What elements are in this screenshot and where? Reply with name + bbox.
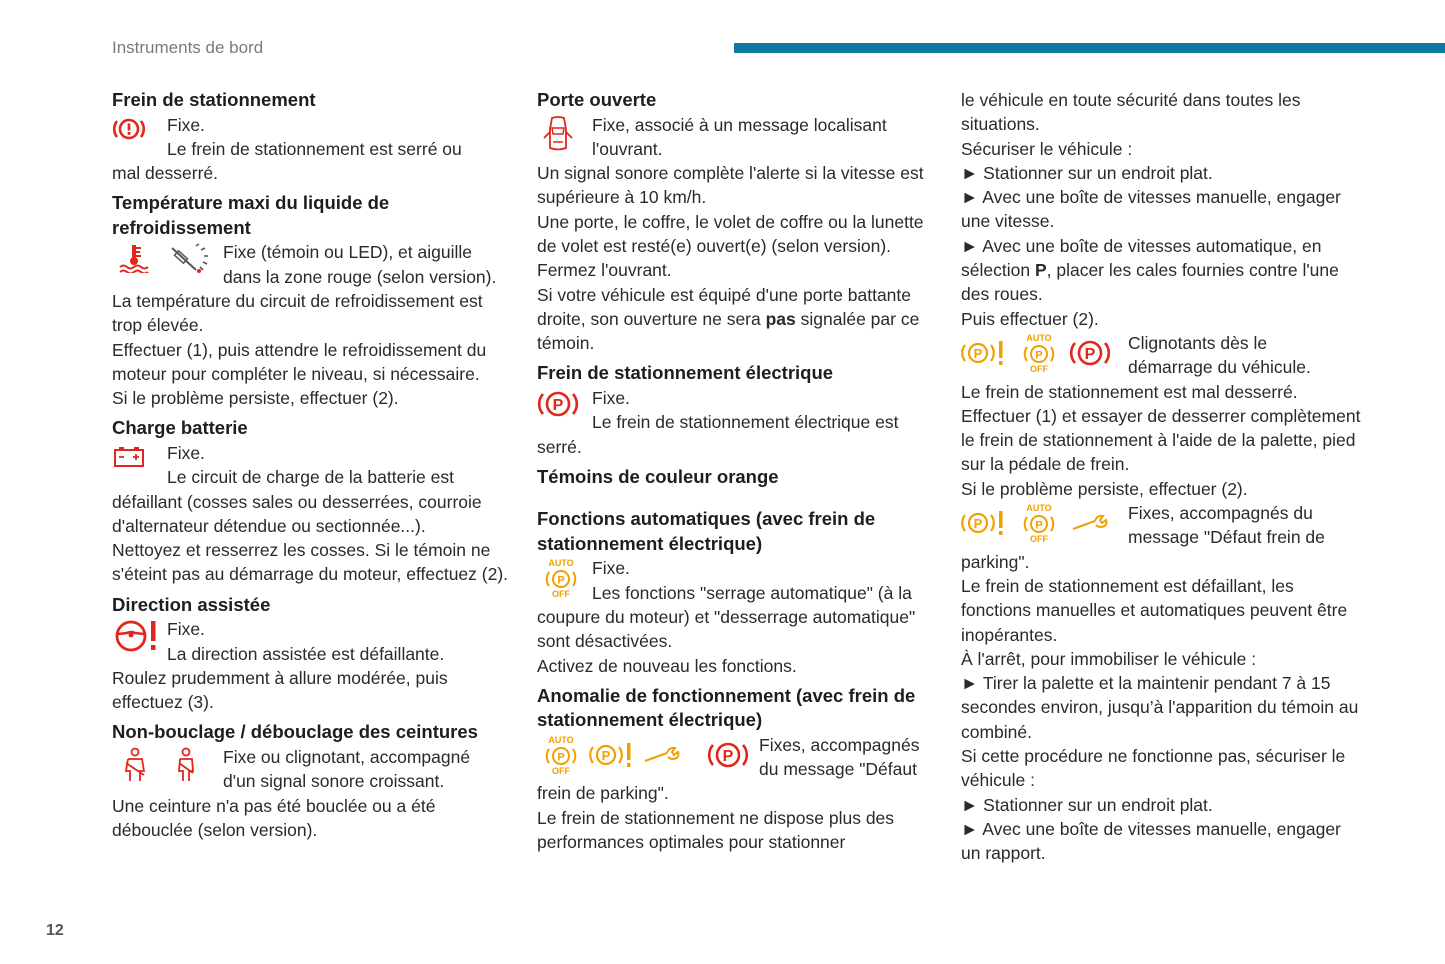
section-electric-parking-brake: Frein de stationnement électrique P Fixe. Le frein de stationnement électrique est serré.	[537, 361, 937, 458]
svg-text:P: P	[1035, 519, 1043, 532]
column-3: le véhicule en toute sécurité dans toutes les situations. Sécuriser le véhicule : ► Stationner sur un endroit plat. ► Avec une boîte de vitesses manuelle, engager une vitesse. ► Avec une boîte de vitesses automatique, en sélection P, placer les cales fournies contre l'une des roues. Puis effectuer (2). P AUTO P OFF P Clignotants dès le démarrage du véhicule. Le frein de stationnement est mal desserré. Effectuer (1) et essayer de desserrer complètement le frein de stationnement à l'aide de la palette, pied sur la pédale de frein. Si le problème persiste, effectuer (2). P AUTO P OFF Fixes, accompagnés du message "Défaut frein de parking". Le frein de stationnement est défaillant, les fonctions manuelles et automatiques peuvent être inopérantes. À l'arrêt, pour immobiliser le véhicule : ► Tirer la palette et la maintenir pendant 7 à 15 secondes environ, jusqu’à l'apparition du témoin au combiné. Si cette procédure ne fonctionne pas, sécuriser le véhicule : ► Stationner sur un endroit plat. ► Avec une boîte de vitesses manuelle, engager un rapport.	[961, 88, 1361, 866]
section-battery-charge: Charge batterie Fixe. Le circuit de charge de la batterie est défaillant (cosses sales ou desserrées, courroie d'alternateur détendue ou sectionnée...). Nettoyez et resserrez les cosses. Si le témoin ne s'éteint pas au démarrage du moteur, effectuez (2).	[112, 416, 512, 586]
section-parking-brake: Frein de stationnement Fixe. Le frein de stationnement est serré ou mal desserré.	[112, 88, 512, 185]
steering-warning-icon	[112, 619, 162, 653]
seatbelt-icon	[120, 747, 150, 783]
svg-text:P: P	[973, 345, 983, 361]
seatbelt-rear-icon	[174, 747, 198, 783]
section-title: Porte ouverte	[537, 89, 657, 110]
bullet-item: ► Avec une boîte de vitesses automatique, en sélection P, placer les cales fournies contre l'une des roues.	[961, 235, 1339, 305]
parking-brake-fault-icon	[961, 338, 1007, 368]
svg-text:P: P	[557, 574, 565, 587]
coolant-temperature-icon	[118, 243, 150, 273]
column-1	[112, 88, 512, 848]
section-malfunction: Anomalie de fonctionnement (avec frein de stationnement électrique) AUTO P OFF P P Fixes, accompagnés du message "Défaut frein de parking". Le frein de stationnement ne dispose plus des performances optimales pour stationner	[537, 684, 937, 854]
header-bar	[734, 43, 1445, 53]
svg-text:OFF: OFF	[1030, 363, 1048, 373]
page-number: 12	[46, 922, 64, 939]
svg-text:P: P	[973, 516, 983, 532]
auto-off-parking-icon	[1021, 503, 1057, 543]
section-title: Fonctions automatiques (avec frein de stationnement électrique)	[537, 508, 876, 554]
bullet-item: ► Avec une boîte de vitesses manuelle, engager une vitesse.	[961, 187, 1341, 232]
parking-brake-fault-icon	[961, 508, 1007, 538]
section-title: Témoins de couleur orange	[537, 465, 779, 487]
bullet-item: ► Tirer la palette et la maintenir pendant 7 à 15 secondes environ, jusqu’à l'apparition du témoin au combiné.	[961, 673, 1359, 742]
electric-parking-brake-icon	[1069, 337, 1111, 369]
svg-text:AUTO: AUTO	[548, 558, 574, 569]
svg-text:P: P	[1035, 349, 1043, 362]
wrench-icon	[643, 743, 683, 767]
auto-off-parking-icon	[543, 558, 579, 598]
svg-text:P: P	[557, 751, 565, 764]
section-title: Charge batterie	[112, 417, 248, 439]
section-title: Direction assistée	[112, 593, 271, 615]
section-title: Non-bouclage / débouclage des ceintures	[112, 721, 478, 743]
section-title: Frein de stationnement électrique	[537, 362, 834, 384]
svg-text:P: P	[552, 396, 564, 414]
svg-text:AUTO: AUTO	[1026, 503, 1052, 514]
section-power-steering: Direction assistée Fixe. La direction assistée est défaillante. Roulez prudemment à allure modérée, puis effectuez (3).	[112, 593, 512, 715]
section-automatic-functions: Fonctions automatiques (avec frein de stationnement électrique) AUTO P OFF Fixe. Les fonctions "serrage automatique" (à la coupure du moteur) et "desserrage automatique" sont désactivées. Activez de nouveau les fonctions.	[537, 507, 937, 677]
battery-icon	[112, 443, 146, 469]
svg-text:OFF: OFF	[552, 765, 570, 775]
section-seatbelt: Non-bouclage / débouclage des ceintures Fixe ou clignotant, accompagné d'un signal sonore croissant. Une ceinture n'a pas été bouclée ou a été débouclée (selon version).	[112, 720, 512, 842]
parking-brake-fault-icon	[589, 740, 635, 770]
electric-parking-brake-icon	[707, 739, 749, 771]
svg-text:OFF: OFF	[552, 589, 570, 599]
svg-text:P: P	[1084, 345, 1096, 363]
section-title: Anomalie de fonctionnement (avec frein de stationnement électrique)	[537, 684, 916, 731]
column-2	[537, 88, 937, 860]
svg-text:P: P	[601, 747, 611, 763]
svg-text:P: P	[722, 747, 734, 765]
electric-parking-brake-icon	[537, 388, 579, 420]
section-door-open: Porte ouverte Fixe, associé à un message localisant l'ouvrant. Un signal sonore complète l'alerte si la vitesse est supérieure à 10 km/h. Une porte, le coffre, le volet de coffre ou la lunette de volet est resté(e) ouvert(e) (selon version). Fermez l'ouvrant. Si votre véhicule est équipé d'une porte battante droite, son ouverture ne sera pas signalée par ce témoin.	[537, 88, 937, 355]
svg-text:OFF: OFF	[1030, 534, 1048, 544]
bullet-item: ► Avec une boîte de vitesses manuelle, engager un rapport.	[961, 818, 1341, 864]
svg-text:AUTO: AUTO	[1026, 332, 1052, 343]
temperature-gauge-icon	[166, 242, 210, 274]
brake-warning-icon	[112, 115, 146, 143]
wrench-icon	[1071, 511, 1111, 535]
auto-off-parking-icon	[1021, 333, 1057, 373]
auto-off-parking-icon	[543, 735, 579, 775]
header-title: Instruments de bord	[112, 38, 264, 57]
svg-text:AUTO: AUTO	[548, 734, 574, 745]
section-title: Température maxi du liquide de refroidissement	[112, 192, 390, 238]
bullet-item: ► Stationner sur un endroit plat.	[961, 794, 1213, 815]
section-coolant-temperature: Température maxi du liquide de refroidissement Fixe (témoin ou LED), et aiguille dans la zone rouge (selon version). La température du circuit de refroidissement est trop élevée. Effectuer (1), puis attendre le refroidissement du moteur pour compléter le niveau, si nécessaire. Si le problème persiste, effectuer (2).	[112, 191, 512, 410]
section-orange-lights	[537, 465, 937, 490]
section-title: Frein de stationnement	[112, 89, 316, 110]
bullet-item: ► Stationner sur un endroit plat.	[961, 162, 1213, 183]
door-open-icon	[543, 115, 573, 155]
